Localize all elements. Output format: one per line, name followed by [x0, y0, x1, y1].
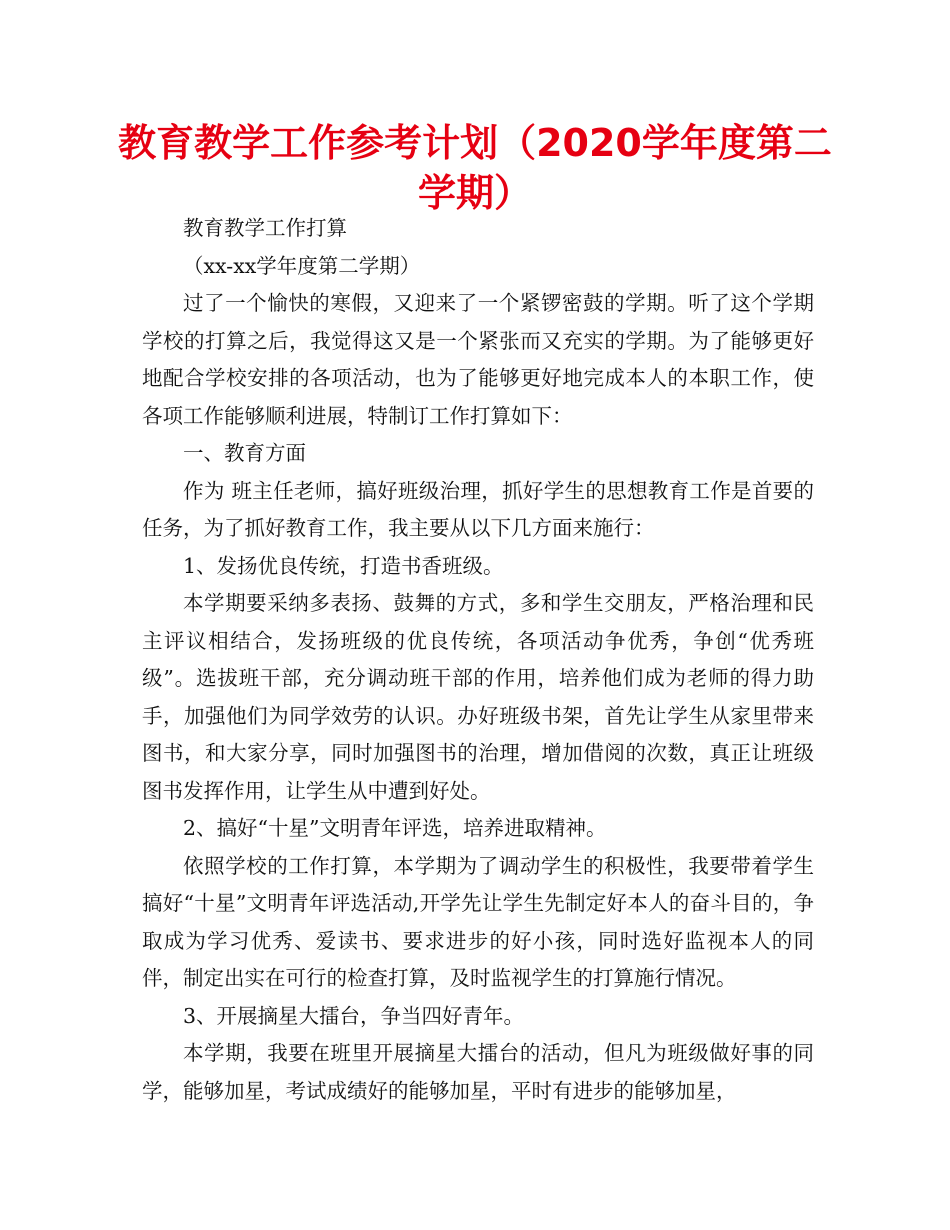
- document-body: [142, 210, 814, 1110]
- paragraph-semester: （xx-xx学年度第二学期）: [183, 253, 421, 278]
- section-heading-education: 一、教育方面: [183, 441, 306, 465]
- paragraph-item-2: 依照学校的工作打算，本学期为了调动学生的积极性，我要带着学生搞好“十星”文明青年评选活动,开学先让学生先制定好本人的奋斗目的，争取成为学习优秀、爱读书、要求进步的好小孩，同时选好监视本人的同伴，制定出实在可行的检查打算，及时监视学生的打算施行情况。: [142, 853, 814, 990]
- paragraph-item-1: 本学期要采纳多表扬、鼓舞的方式，多和学生交朋友，严格治理和民主评议相结合，发扬班级的优良传统，各项活动争优秀，争创“优秀班级”。选拔班干部，充分调动班干部的作用，培养他们成为老师的得力助手，加强他们为同学效劳的认识。办好班级书架，首先让学生从家里带来图书，和大家分享，同时加强图书的治理，增加借阅的次数，真正让班级图书发挥作用，让学生从中遭到好处。: [142, 591, 814, 803]
- item-heading-1: 1、发扬优良传统，打造书香班级。: [183, 553, 504, 578]
- paragraph-education-intro: 作为 班主任老师，搞好班级治理，抓好学生的思想教育工作是首要的任务，为了抓好教育工作，我主要从以下几方面来施行：: [142, 478, 814, 540]
- paragraph-intro: 过了一个愉快的寒假，又迎来了一个紧锣密鼓的学期。听了这个学期学校的打算之后，我觉得这又是一个紧张而又充实的学期。为了能够更好地配合学校安排的各项活动，也为了能够更好地完成本人的本职工作，使各项工作能够顺利进展，特制订工作打算如下：: [142, 291, 814, 428]
- item-heading-2: 2、搞好“十星”文明青年评选，培养进取精神。: [183, 816, 607, 840]
- item-heading-3: 3、开展摘星大擂台，争当四好青年。: [183, 1003, 525, 1028]
- paragraph-plan-heading: 教育教学工作打算: [183, 216, 347, 240]
- paragraph-item-3: 本学期，我要在班里开展摘星大擂台的活动，但凡为班级做好事的同学，能够加星，考试成绩好的能够加星，平时有进步的能够加星，: [142, 1041, 814, 1103]
- document-title: 教育教学工作参考计划（2020学年度第二学期）: [118, 121, 832, 215]
